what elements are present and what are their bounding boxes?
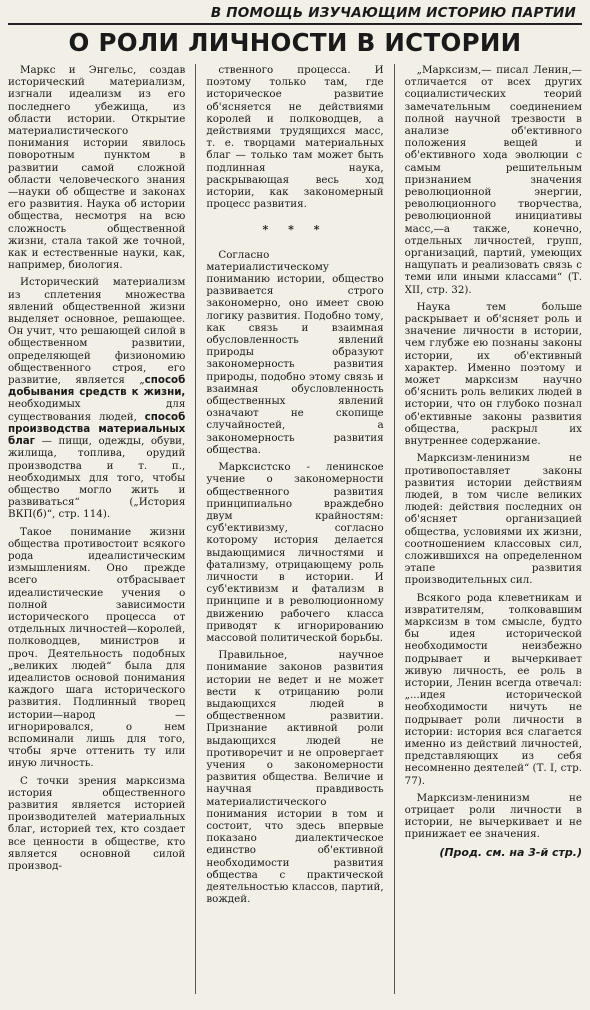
column-2: [206, 64, 383, 994]
col2-paragraph-3: Марксистско - ленинское учение о закономерности общественного развития принципиально враждебно двум крайностям: суб'ективизму, согласно которому история делается выдающимися личностями и фатализму, отрицающему роль личности в истории. И суб'ективизм и фатализм в принципе и в революционному движению рабочего класса приводят к игнорированию массовой политической борьбы.: [206, 461, 384, 644]
col1-p2-bold-2: способ производства материальных благ: [8, 410, 186, 448]
col3-paragraph-2: Наука тем больше раскрывает и об'ясняет роль и значение личности в истории, чем глубже ею познаны законы истории, их об'ективный характер. Именно поэтому и может марксизм научно об'яснить роль великих людей в истории, что он глубоко познал об'ективные законы развития общества, раскрыл их внутреннее содержание.: [404, 300, 582, 448]
section-rubric: В ПОМОЩЬ ИЗУЧАЮЩИМ ИСТОРИЮ ПАРТИИ: [210, 5, 576, 21]
col1-paragraph-3: Такое понимание жизни общества противостоит всякого рода идеалистическим измышлениям. Оно прежде всего отбрасывает идеалистические учения о полной зависимости исторического процесса от отдельных личностей—королей, полководцев, министров и проч. Деятельность подобных „великих людей“ была для идеалистов основой понимания каждого шага исторического развития. Подлинный творец истории—народ — игнорировался, о нем вспоминали лишь для того, чтобы ярче оттенить ту или иную личность.: [8, 525, 186, 770]
header-rule: [8, 23, 582, 25]
column-divider-2: [394, 64, 395, 994]
col3-paragraph-3: Марксизм-ленинизм не противопоставляет законы развития истории действиям людей, в том числе великих людей: действия последних он об'ясняет организацией общества, условиями их жизни, соотношением классовых сил, сложившихся на определенном этапе развития производительных сил.: [404, 452, 582, 587]
col2-paragraph-1: ственного процесса. И поэтому только там, где историческое развитие об'ясняется не действиями королей и полководцев, а действиями трудящихся масс, т. е. творцами материальных благ — только там может быть подлинная наука, раскрывающая весь ход истории, как закономерный процесс развития.: [206, 64, 384, 211]
column-3: [405, 64, 582, 994]
col1-paragraph-4: С точки зрения марксизма история общественного развития является историей производителей материальных благ, историей тех, кто создает все ценности в обществе, кто является основной силой производ-: [8, 774, 186, 872]
continuation-note: (Прод. см. на 3-й стр.): [439, 845, 582, 859]
col2-paragraph-2: Согласно материалистическому пониманию истории, общество развивается строго закономерно, оно имеет свою логику развития. Подобно тому, как связь и взаимная обусловленность явлений природы образуют закономерность развития природы, подобно этому связь и взаимная обусловленность общественных явлений означают не скопище случайностей, а закономерность развития общества.: [206, 248, 384, 456]
col1-p2-intro: Исторический материализм из сплетения множества явлений общественной жизни выделяет основное, решающее. Он учит, что решающей силой в общественном развитии, определяющей физиономию общественного строя, его развитие, является „: [8, 276, 186, 387]
col3-paragraph-1: „Марксизм,— писал Ленин,—отличается от всех других социалистических теорий замечательным соединением полной научной трезвости в анализе об'ективного положения вещей и об'ективного хода эволюции с самым решительным признанием значения революционной энергии, революционного творчества, революционной инициативы масс,—а также, конечно, отдельных личностей, групп, организаций, партий, умеющих нащупать и реализовать связь с теми или иными классами“ (Т. XII, стр. 32).: [404, 64, 582, 296]
article-title: О РОЛИ ЛИЧНОСТИ В ИСТОРИИ: [68, 28, 522, 57]
col3-paragraph-4: Всякого рода клеветникам и извратителям, толковавшим марксизм в том смысле, будто бы идея исторической необходимости неизбежно подрывает и вычеркивает живую личность, ее роль в истории, Ленин всегда отвечал: „...идея исторической необходимости ничуть не подрывает роли личности в истории: история вся слагается именно из действий личностей, представляющих из себя несомненно деятелей“ (Т. I, стр. 77).: [404, 591, 582, 787]
col1-paragraph-2: [8, 276, 185, 520]
section-separator-stars: * * *: [262, 223, 328, 237]
column-divider-1: [195, 64, 196, 994]
col3-paragraph-5: Марксизм-ленинизм не отрицает роли личности в истории, не вычеркивает и не принижает ее значения.: [404, 791, 582, 841]
col1-p2-bold-1: способ добывания средств к жизни,: [8, 374, 186, 399]
column-1: [8, 64, 185, 994]
col2-paragraph-4: Правильное, научное понимание законов развития истории не ведет и не может вести к отрицанию роли выдающихся людей в общественном развитии. Признание активной роли выдающихся людей не противоречит и не опровергает учения о закономерности развития общества. Величие и научная правдивость материалистического понимания истории в том и состоит, что здесь впервые показано диалектическое единство об'ективной необходимости развития общества с практической деятельностью классов, партий, вождей.: [206, 649, 384, 906]
col1-paragraph-1: Маркс и Энгельс, создав исторический материализм, изгнали идеализм из его последнего убежища, из области истории. Открытие материалистического понимания истории явилось поворотным пунктом в развитии самой сложной области человеческого знания—науки об обществе и законах его развития. Наука об истории общества, несмотря на всю сложность общественной жизни, стала такой же точной, как и естественные науки, как, например, биология.: [8, 64, 186, 272]
col1-p2-end: — пищи, одежды, обуви, жилища, топлива, орудий производства и т. п., необходимых для того, чтобы общество могло жить и развиваться“ („История ВКП(б)“, стр. 114).: [8, 435, 186, 521]
article-columns: [8, 64, 582, 994]
col1-p2-mid: необходимых для существования людей,: [8, 398, 186, 423]
